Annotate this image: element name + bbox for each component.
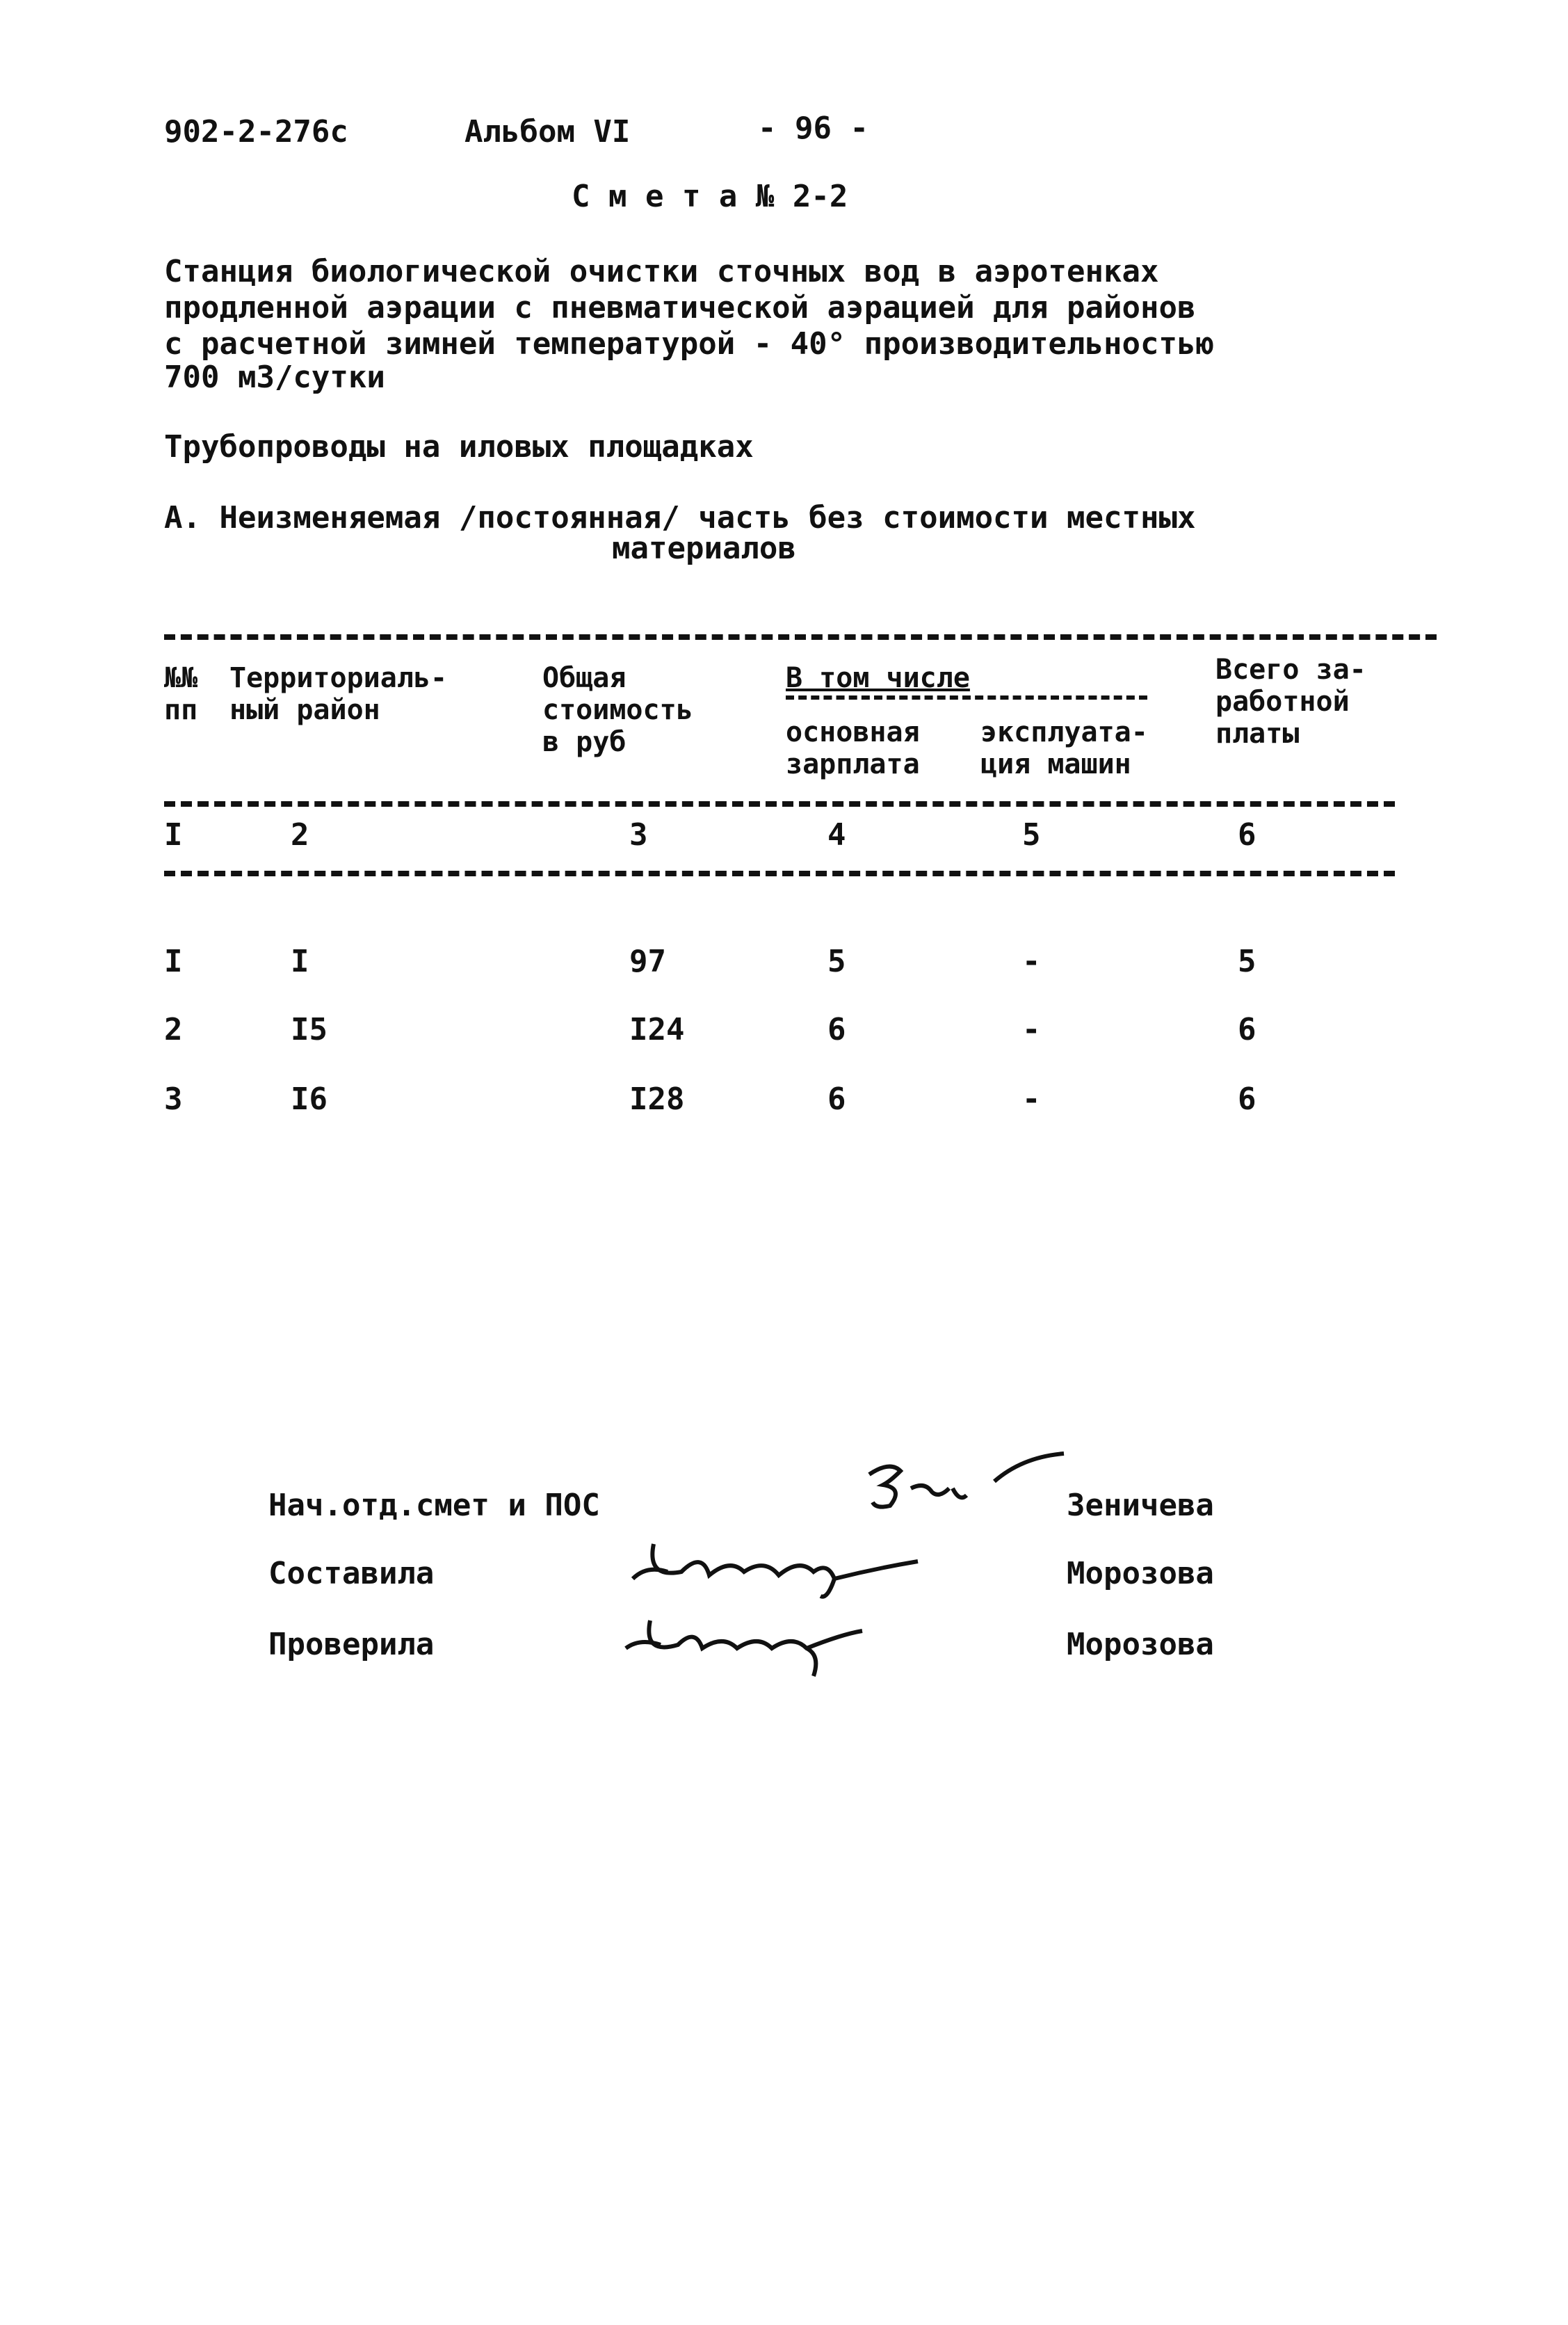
description-line: Станция биологической очистки сточных вод в аэротенках [164,254,1159,289]
table-cell: 5 [827,944,846,979]
signature-role: Составила [268,1556,435,1591]
description-line: с расчетной зимней температурой - 40° производительностью [164,326,1214,362]
table-cell: 97 [629,944,666,979]
group-rule [786,695,1147,700]
column-number: 2 [291,817,309,853]
table-cell: 5 [1238,944,1256,979]
table-cell: I24 [629,1012,685,1047]
signature-name: Морозова [1067,1627,1214,1662]
table-cell: - [1022,944,1041,979]
estimate-title: С м е т а № 2-2 [572,179,848,214]
signature-name: Морозова [1067,1556,1214,1591]
signature-name: Зеничева [1067,1488,1214,1523]
page-number: - 96 - [758,111,868,146]
header-col5: эксплуата- ция машин [980,716,1148,780]
table-cell: I [164,944,183,979]
header-col6: Всего за- работной платы [1215,654,1366,750]
col-numbers-rule [164,871,1395,876]
description-line: продленной аэрации с пневматической аэрацией для районов [164,290,1196,325]
table-cell: 3 [164,1081,183,1117]
table-cell: 2 [164,1012,183,1047]
handwritten-signature [626,1530,932,1607]
table-cell: I28 [629,1081,685,1117]
table-cell: I [291,944,309,979]
table-cell: - [1022,1081,1041,1117]
header-rule [164,801,1395,807]
handwritten-signature [619,1607,883,1683]
signature-role: Нач.отд.смет и ПОС [268,1488,600,1523]
table-top-rule [164,634,1437,640]
section-title-cont: материалов [612,531,796,566]
table-cell: 6 [827,1081,846,1117]
header-col1: №№ пп [164,662,198,726]
column-number: 4 [827,817,846,853]
table-cell: I6 [291,1081,328,1117]
column-number: 5 [1022,817,1041,853]
header-col2: Территориаль- ный район [229,662,448,726]
doc-code: 902-2-276с [164,114,348,150]
subtitle: Трубопроводы на иловых площадках [164,429,754,465]
handwritten-signature [862,1447,1071,1523]
signature-role: Проверила [268,1627,435,1662]
header-col4: основная зарплата [786,716,920,780]
table-cell: I5 [291,1012,328,1047]
table-cell: - [1022,1012,1041,1047]
column-number: I [164,817,183,853]
section-title: А. Неизменяемая /постоянная/ часть без стоимости местных [164,500,1196,536]
column-number: 6 [1238,817,1256,853]
album: Альбом VI [464,114,631,150]
table-cell: 6 [1238,1012,1256,1047]
header-col3: Общая стоимость в руб [542,662,693,758]
table-cell: 6 [827,1012,846,1047]
header-group: В том числе [786,662,970,694]
column-number: 3 [629,817,648,853]
table-cell: 6 [1238,1081,1256,1117]
description-line: 700 м3/сутки [164,360,385,395]
